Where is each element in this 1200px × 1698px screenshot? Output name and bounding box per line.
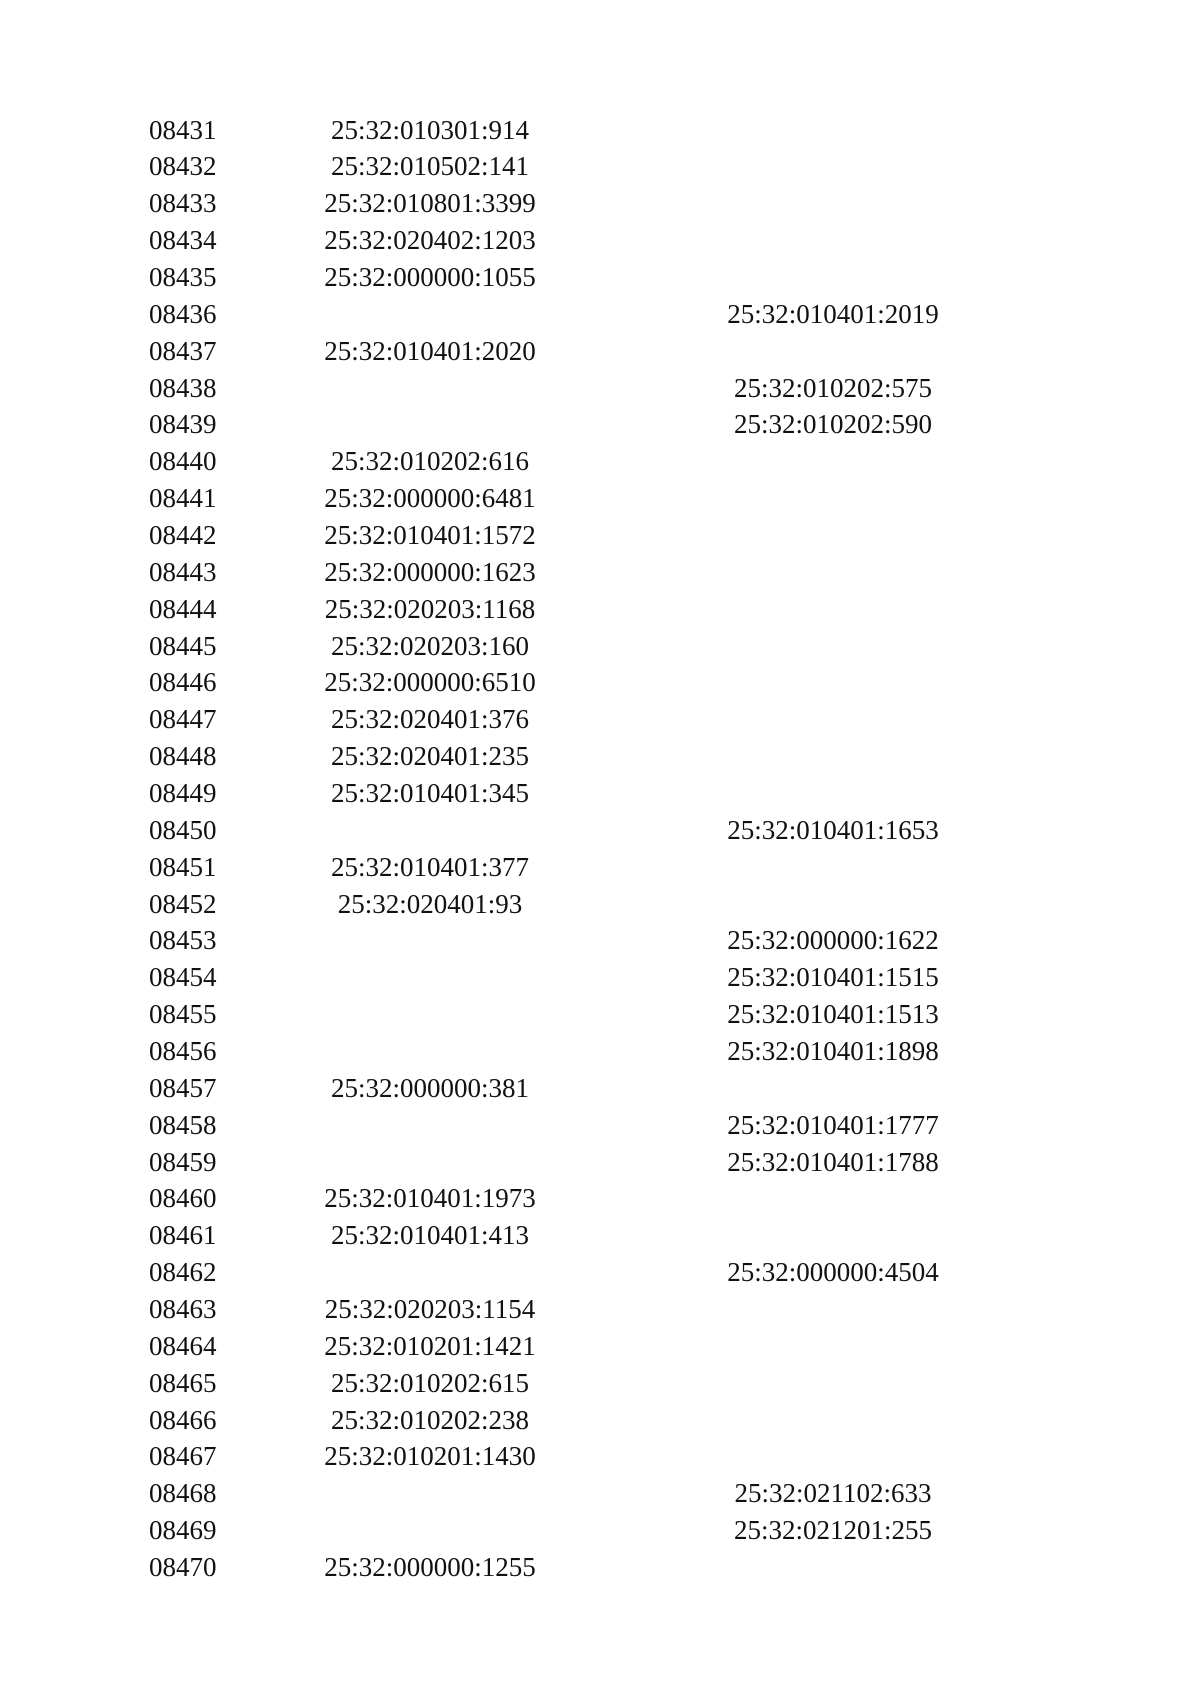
row-number: 08453 [149,925,217,956]
row-number: 08444 [149,593,217,624]
row-number: 08434 [149,225,217,256]
row-number: 08438 [149,372,217,403]
cadastral-number-primary: 25:32:010401:2020 [324,335,536,366]
cadastral-number-secondary: 25:32:010401:1515 [727,962,939,993]
row-number: 08440 [149,446,217,477]
row-number: 08467 [149,1441,217,1472]
table-row [0,701,1200,738]
cadastral-number-primary: 25:32:000000:6481 [324,483,536,514]
cadastral-number-primary: 25:32:000000:1255 [324,1552,536,1583]
table-row [0,628,1200,665]
cadastral-number-primary: 25:32:010401:1973 [324,1183,536,1214]
cadastral-number-primary: 25:32:000000:1055 [324,261,536,292]
table-row [0,996,1200,1033]
row-number: 08456 [149,1035,217,1066]
row-number: 08462 [149,1257,217,1288]
table-row [0,222,1200,259]
cadastral-number-primary: 25:32:010201:1421 [324,1330,536,1361]
row-number: 08465 [149,1367,217,1398]
row-number: 08433 [149,188,217,219]
cadastral-number-secondary: 25:32:010401:2019 [727,298,939,329]
table-row [0,1291,1200,1328]
table-row [0,775,1200,812]
table-row [0,148,1200,185]
row-number: 08445 [149,630,217,661]
cadastral-number-secondary: 25:32:010202:575 [733,372,933,403]
row-number: 08470 [149,1552,217,1583]
table-row [0,1254,1200,1291]
cadastral-number-secondary: 25:32:010401:1788 [727,1146,939,1177]
row-number: 08447 [149,704,217,735]
row-number: 08458 [149,1109,217,1140]
table-row [0,333,1200,370]
cadastral-number-primary: 25:32:010502:141 [330,151,530,182]
row-number: 08454 [149,962,217,993]
table-row [0,738,1200,775]
cadastral-number-primary: 25:32:000000:1623 [324,556,536,587]
table-row [0,849,1200,886]
table-row [0,1402,1200,1439]
row-number: 08459 [149,1146,217,1177]
table-row [0,259,1200,296]
table-row [0,1328,1200,1365]
row-number: 08449 [149,777,217,808]
row-number: 08452 [149,888,217,919]
row-number: 08469 [149,1515,217,1546]
table-row [0,812,1200,849]
cadastral-number-primary: 25:32:000000:6510 [324,667,536,698]
cadastral-number-primary: 25:32:010202:616 [330,446,530,477]
row-number: 08435 [149,261,217,292]
cadastral-number-primary: 25:32:010201:1430 [324,1441,536,1472]
row-number: 08436 [149,298,217,329]
cadastral-number-primary: 25:32:010801:3399 [324,188,536,219]
cadastral-number-primary: 25:32:010202:238 [330,1404,530,1435]
cadastral-number-secondary: 25:32:010401:1898 [727,1035,939,1066]
cadastral-number-primary: 25:32:010401:377 [330,851,530,882]
table-row [0,185,1200,222]
cadastral-number-primary: 25:32:010401:1572 [324,519,536,550]
row-number: 08450 [149,814,217,845]
cadastral-number-primary: 25:32:020402:1203 [324,225,536,256]
table-row [0,959,1200,996]
cadastral-number-primary: 25:32:020203:1168 [324,593,536,624]
row-number: 08461 [149,1220,217,1251]
row-number: 08448 [149,741,217,772]
cadastral-number-primary: 25:32:010202:615 [330,1367,530,1398]
row-number: 08437 [149,335,217,366]
record-list [0,112,1200,1586]
table-row [0,554,1200,591]
table-row [0,406,1200,443]
table-row [0,1144,1200,1181]
cadastral-number-primary: 25:32:020203:160 [330,630,530,661]
table-row [0,1033,1200,1070]
row-number: 08443 [149,556,217,587]
cadastral-number-primary: 25:32:000000:381 [330,1072,530,1103]
table-row [0,443,1200,480]
row-number: 08439 [149,409,217,440]
table-row [0,886,1200,923]
cadastral-number-secondary: 25:32:010401:1653 [727,814,939,845]
table-row [0,922,1200,959]
table-row [0,112,1200,149]
row-number: 08457 [149,1072,217,1103]
cadastral-number-secondary: 25:32:010401:1513 [727,999,939,1030]
table-row [0,1438,1200,1475]
row-number: 08460 [149,1183,217,1214]
cadastral-number-secondary: 25:32:021201:255 [733,1515,933,1546]
row-number: 08446 [149,667,217,698]
cadastral-number-primary: 25:32:020401:376 [330,704,530,735]
table-row [0,664,1200,701]
row-number: 08431 [149,114,217,145]
row-number: 08463 [149,1294,217,1324]
table-row [0,517,1200,554]
row-number: 08441 [149,483,217,514]
row-number: 08442 [149,519,217,550]
cadastral-number-primary: 25:32:010401:413 [330,1220,530,1251]
table-row [0,480,1200,517]
table-row [0,1180,1200,1217]
cadastral-number-secondary: 25:32:000000:1622 [727,925,939,956]
table-row [0,1512,1200,1549]
row-number: 08468 [149,1478,217,1509]
cadastral-number-secondary: 25:32:021102:633 [734,1478,932,1509]
table-row [0,1070,1200,1107]
table-row [0,591,1200,628]
row-number: 08432 [149,151,217,182]
table-row [0,296,1200,333]
row-number: 08451 [149,851,217,882]
cadastral-number-secondary: 25:32:010202:590 [733,409,933,440]
cadastral-number-primary: 25:32:020401:93 [337,888,523,919]
row-number: 08455 [149,999,217,1030]
row-number: 08466 [149,1404,217,1435]
table-row [0,1549,1200,1586]
cadastral-number-primary: 25:32:020203:1154 [324,1294,536,1324]
cadastral-number-primary: 25:32:020401:235 [330,741,530,772]
cadastral-number-primary: 25:32:010401:345 [330,777,530,808]
table-row [0,1107,1200,1144]
table-row [0,1365,1200,1402]
table-row [0,370,1200,407]
cadastral-number-secondary: 25:32:010401:1777 [727,1109,939,1140]
cadastral-number-secondary: 25:32:000000:4504 [727,1257,939,1288]
row-number: 08464 [149,1330,217,1361]
cadastral-number-primary: 25:32:010301:914 [330,114,530,145]
table-row [0,1475,1200,1512]
table-row [0,1217,1200,1254]
